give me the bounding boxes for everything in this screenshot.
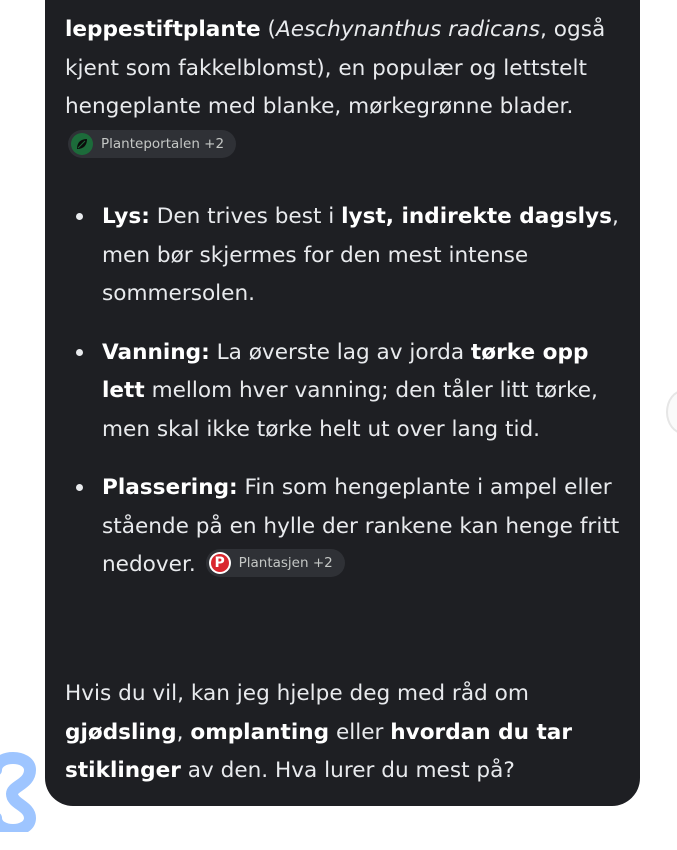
plant-name: leppestiftplante xyxy=(65,17,261,42)
outro-text: Hvis du vil, kan jeg hjelpe deg med råd om xyxy=(65,681,529,706)
intro-text: , også kjent som fakkelblomst), en populær og lettstelt hengeplante med blanke, mørkegrønne blader. xyxy=(65,17,606,119)
list-item-plassering xyxy=(65,469,625,585)
list-item-vanning xyxy=(65,334,625,450)
source-chip-label: Planteportalen +2 xyxy=(101,135,225,152)
bullet-label: Vanning: xyxy=(102,339,210,365)
bullet-text: Fin som hengeplante i ampel eller stående på en hylle der rankene kan henge fritt nedover. xyxy=(102,475,620,577)
p-logo-icon xyxy=(209,552,231,574)
bullet-text: , men bør skjermes for den mest intense sommersolen. xyxy=(102,204,619,306)
bullet-text: La øverste lag av jorda xyxy=(209,339,471,365)
bullet-emphasis: lyst, indirekte dagslys xyxy=(341,204,612,229)
bullet-dot xyxy=(76,213,83,220)
bullet-label: Lys: xyxy=(102,204,150,229)
outro-text: eller xyxy=(329,719,391,745)
source-chip-plantasjen[interactable] xyxy=(206,549,345,577)
bullet-text: Den trives best i xyxy=(149,204,342,229)
source-chip-planteportalen[interactable] xyxy=(68,130,236,158)
outro-emphasis: hvordan du tar stiklinger xyxy=(65,719,573,783)
source-chip-label: Plantasjen +2 xyxy=(238,555,333,571)
bullet-dot xyxy=(76,484,83,491)
bullet-emphasis: tørke opp lett xyxy=(102,339,589,403)
list-item-lys xyxy=(65,198,625,314)
intro-paragraph xyxy=(65,11,625,165)
side-button-edge[interactable] xyxy=(666,390,677,434)
intro-open-paren: ( xyxy=(260,17,276,42)
leaf-icon xyxy=(71,133,93,155)
outro-emphasis: omplanting xyxy=(190,719,330,745)
outro-paragraph xyxy=(65,675,625,791)
latin-name: Aeschynanthus radicans xyxy=(275,17,541,42)
outro-text: , xyxy=(176,719,191,745)
bullet-dot xyxy=(76,349,83,356)
bullet-label: Plassering: xyxy=(102,475,238,500)
bullet-text: mellom hver vanning; den tåler litt tørke, men skal ikke tørke helt ut over lang tid. xyxy=(102,378,598,442)
p-logo-letter: P xyxy=(211,554,229,572)
outro-emphasis: gjødsling xyxy=(65,719,177,745)
care-tips-list xyxy=(65,198,625,605)
chat-response-bubble xyxy=(45,0,640,806)
outro-text: av den. Hva lurer du mest på? xyxy=(180,758,515,783)
